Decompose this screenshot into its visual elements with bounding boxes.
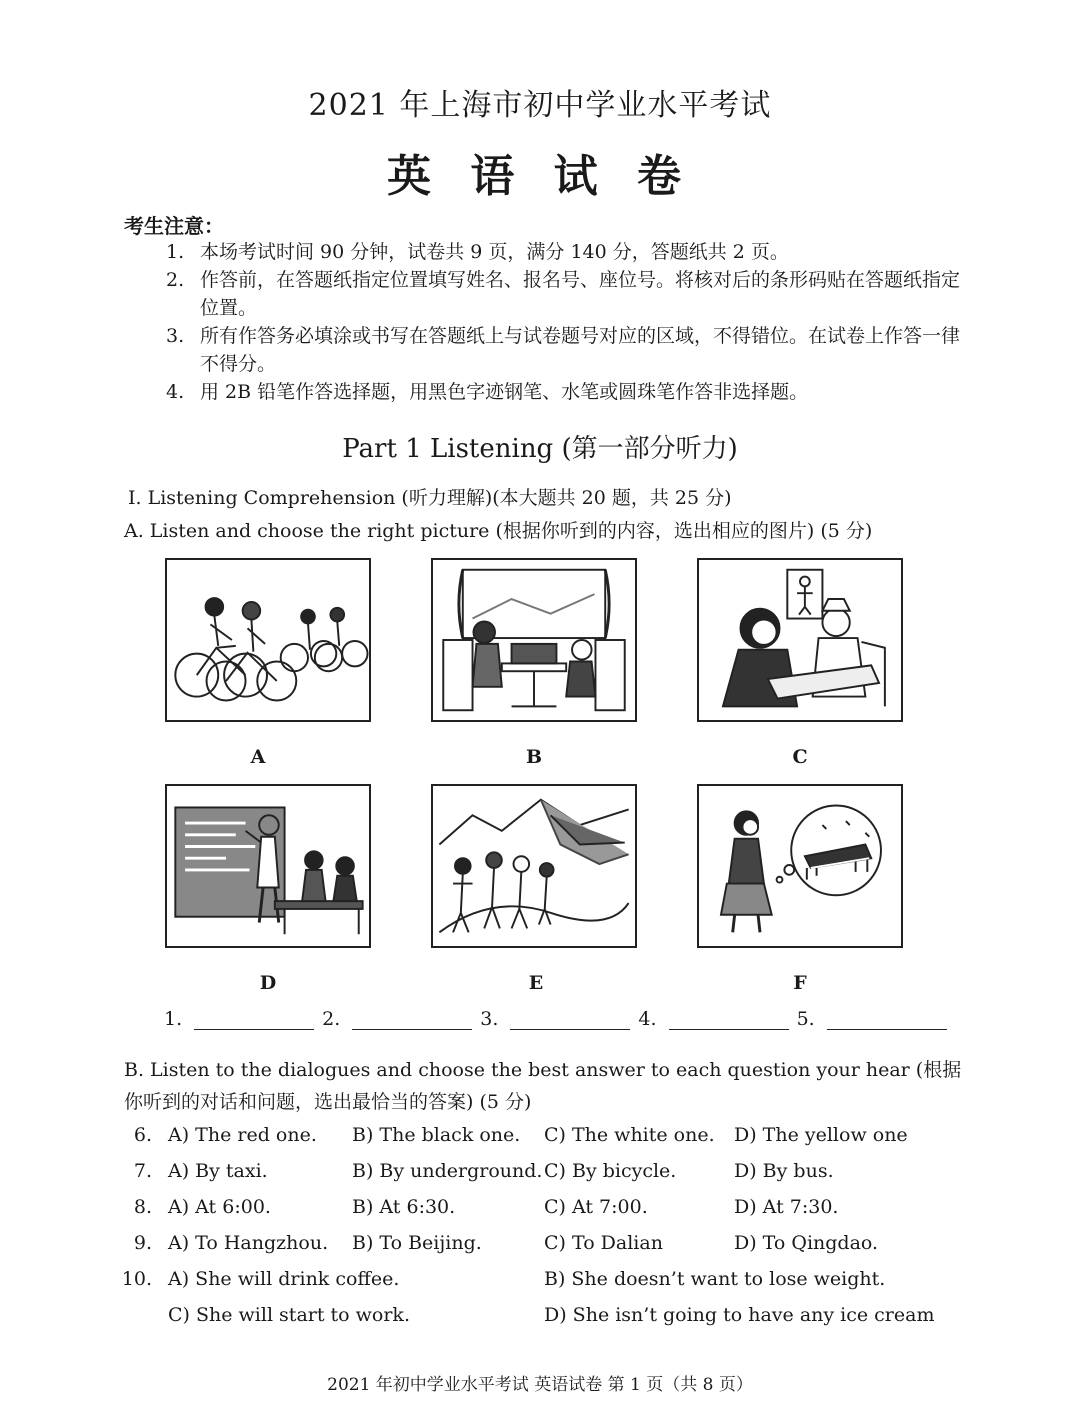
page-footer: 2021 年初中学业水平考试 英语试卷 第 1 页（共 8 页） [327, 1375, 753, 1395]
girl-dreaming-piano-picture [697, 784, 903, 948]
exam-subtitle: 英 语 试 卷 [387, 151, 693, 202]
option-a[interactable]: A) She will drink coffee. [168, 1268, 400, 1290]
option-a[interactable]: A) To Hangzhou. [168, 1232, 329, 1254]
blank-number: 1. [164, 1008, 183, 1030]
question-list [121, 1124, 984, 1344]
section-heading: Ⅰ. Listening Comprehension (听力理解)(本大题共 20 题，共 25 分) [128, 487, 732, 509]
option-c[interactable]: C) The white one. [544, 1124, 715, 1146]
blank-line[interactable] [669, 1009, 789, 1030]
blank-line[interactable] [352, 1009, 472, 1030]
section-a-instructions: A. Listen and choose the right picture (根据你听到的内容，选出相应的图片) (5 分) [124, 520, 873, 542]
notice-num: 1. [166, 241, 185, 263]
exam-title: 2021 年上海市初中学业水平考试 [308, 88, 772, 123]
option-c[interactable]: C) By bicycle. [544, 1160, 677, 1182]
blank-line[interactable] [827, 1009, 947, 1030]
answer-blank[interactable] [480, 1008, 630, 1030]
notice-item [166, 322, 966, 378]
notice-text: 所有作答务必填涂或书写在答题纸上与试卷题号对应的区域，不得错位。在试卷上作答一律不得分。 [200, 325, 961, 375]
blank-number: 3. [480, 1008, 499, 1030]
hikers-mountain-picture [431, 784, 637, 948]
picture-label: A [250, 746, 266, 768]
picture-label: C [792, 746, 808, 768]
option-c[interactable]: C) She will start to work. [168, 1304, 410, 1326]
option-d[interactable]: D) At 7:30. [734, 1196, 839, 1218]
picture-label: B [525, 746, 543, 768]
picture-label: D [259, 972, 277, 994]
option-a[interactable]: A) The red one. [168, 1124, 317, 1146]
picture-label: F [793, 972, 807, 994]
answer-blank[interactable] [322, 1008, 472, 1030]
blank-number: 2. [322, 1008, 341, 1030]
section-b-instructions: B. Listen to the dialogues and choose the best answer to each question your hear (根据你听到的对话和问题，选出最恰当的答案) (5 分) [124, 1059, 962, 1113]
option-b[interactable]: B) At 6:30. [352, 1196, 456, 1218]
option-d[interactable]: D) By bus. [734, 1160, 834, 1182]
notice-text: 本场考试时间 90 分钟，试卷共 9 页，满分 140 分，答题纸共 2 页。 [200, 241, 789, 263]
notice-item [166, 378, 966, 406]
answer-blank[interactable] [797, 1008, 947, 1030]
option-b[interactable]: B) She doesn’t want to lose weight. [544, 1268, 886, 1290]
blank-line[interactable] [194, 1009, 314, 1030]
question-number: 8. [133, 1196, 152, 1218]
option-b[interactable]: B) The black one. [352, 1124, 521, 1146]
answer-blank[interactable] [638, 1008, 788, 1030]
option-a[interactable]: A) By taxi. [168, 1160, 268, 1182]
notice-num: 3. [166, 325, 185, 347]
option-d[interactable]: D) To Qingdao. [734, 1232, 879, 1254]
notice-list [166, 238, 966, 406]
notice-num: 4. [166, 381, 185, 403]
notice-item [166, 266, 966, 322]
option-d[interactable]: D) She isn’t going to have any ice cream [544, 1304, 935, 1326]
option-c[interactable]: C) At 7:00. [544, 1196, 648, 1218]
option-d[interactable]: D) The yellow one [734, 1124, 908, 1146]
doctor-patient-picture [697, 558, 903, 722]
option-a[interactable]: A) At 6:00. [168, 1196, 271, 1218]
picture-label: E [528, 972, 544, 994]
question-number: 7. [133, 1160, 152, 1182]
option-c[interactable]: C) To Dalian [544, 1232, 663, 1254]
blank-line[interactable] [510, 1009, 630, 1030]
train-passengers-picture [431, 558, 637, 722]
answer-blanks [164, 1008, 955, 1030]
notice-heading: 考生注意： [124, 214, 224, 238]
classroom-teacher-picture [165, 784, 371, 948]
blank-number: 4. [638, 1008, 657, 1030]
part-title: Part 1 Listening (第一部分听力) [342, 434, 738, 464]
notice-num: 2. [166, 269, 185, 291]
notice-item [166, 238, 966, 266]
option-b[interactable]: B) To Beijing. [352, 1232, 482, 1254]
question-number: 6. [133, 1124, 152, 1146]
blank-number: 5. [796, 1008, 815, 1030]
answer-blank[interactable] [164, 1008, 314, 1030]
notice-text: 作答前，在答题纸指定位置填写姓名、报名号、座位号。将核对后的条形码贴在答题纸指定位置。 [200, 269, 961, 319]
question-number: 9. [133, 1232, 152, 1254]
question-number: 10. [121, 1268, 152, 1290]
option-b[interactable]: B) By underground. [352, 1160, 543, 1182]
notice-text: 用 2B 铅笔作答选择题，用黑色字迹钢笔、水笔或圆珠笔作答非选择题。 [200, 381, 809, 403]
cyclists-picture [165, 558, 371, 722]
